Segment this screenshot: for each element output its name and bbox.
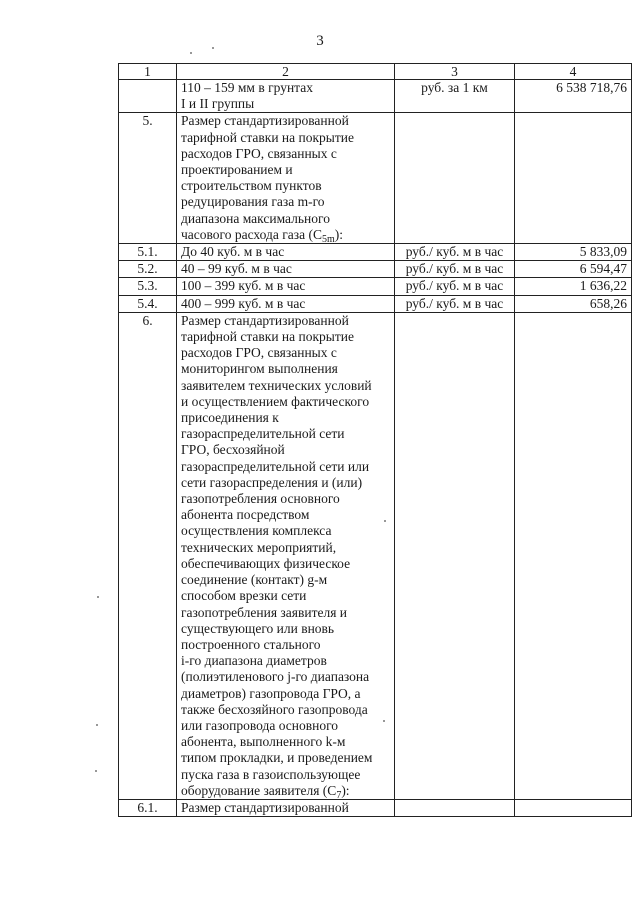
row-number: 6. (119, 312, 177, 799)
row-description: Размер стандартизированной (177, 799, 395, 816)
row-number: 5.1. (119, 244, 177, 261)
description-line: или газопровода основного (181, 717, 339, 733)
description-line: существующего или вновь (181, 620, 335, 636)
row-unit (395, 113, 515, 244)
scan-speck (383, 720, 385, 722)
table-row (119, 799, 632, 816)
row-description (177, 113, 395, 244)
row-value: 6 538 718,76 (515, 80, 632, 113)
description-line: технических мероприятий, (181, 539, 337, 555)
header-col-3: 3 (395, 64, 515, 80)
row-value: 658,26 (515, 295, 632, 312)
scan-speck (212, 47, 214, 49)
description-line: мониторингом выполнения (181, 361, 338, 377)
row-value: 1 636,22 (515, 278, 632, 295)
description-line: расходов ГРО, связанных с (181, 145, 337, 161)
header-col-1: 1 (119, 64, 177, 80)
row-description: 100 – 399 куб. м в час (177, 278, 395, 295)
row-value (515, 113, 632, 244)
header-col-4: 4 (515, 64, 632, 80)
description-line: ГРО, бесхозяйной (181, 442, 285, 458)
description-line: строительством пунктов (181, 178, 322, 194)
row-description: 400 – 999 куб. м в час (177, 295, 395, 312)
description-line: Размер стандартизированной (181, 113, 349, 129)
description-line (181, 783, 390, 799)
table-header-row (119, 64, 632, 80)
row-value (515, 799, 632, 816)
description-line (181, 227, 390, 243)
description-line: диапазона максимального (181, 210, 330, 226)
table-row (119, 244, 632, 261)
description-line: 110 – 159 мм в грунтах (181, 80, 313, 95)
tariff-table (118, 63, 632, 817)
table-row (119, 113, 632, 244)
description-line: (полиэтиленового j-го диапазона (181, 669, 370, 685)
subscript: 7 (336, 789, 342, 801)
description-line: газораспределительной сети или (181, 458, 370, 474)
description-line: построенного стального (181, 636, 321, 652)
description-line: расходов ГРО, связанных с (181, 345, 337, 361)
row-value (515, 312, 632, 799)
description-text: часового расхода газа (C (181, 226, 322, 242)
description-line: заявителем технических условий (181, 377, 372, 393)
scan-speck (190, 52, 192, 54)
scan-speck (97, 596, 99, 598)
description-text: ): (341, 782, 350, 798)
table-row (119, 278, 632, 295)
row-value: 5 833,09 (515, 244, 632, 261)
header-col-2: 2 (177, 64, 395, 80)
row-unit: руб./ куб. м в час (395, 244, 515, 261)
row-number: 5.4. (119, 295, 177, 312)
description-line: I и II группы (181, 96, 255, 112)
row-unit (395, 312, 515, 799)
table-row (119, 295, 632, 312)
description-line: газораспределительной сети (181, 426, 345, 442)
row-unit (395, 799, 515, 816)
row-value: 6 594,47 (515, 261, 632, 278)
description-line: i-го диапазона диаметров (181, 653, 327, 669)
scan-speck (96, 724, 98, 726)
subscript: 5m (322, 233, 335, 245)
row-description (177, 80, 395, 113)
row-unit: руб./ куб. м в час (395, 295, 515, 312)
description-text: ): (334, 226, 344, 242)
description-line: газопотребления основного (181, 491, 340, 507)
table-row (119, 80, 632, 113)
row-description: До 40 куб. м в час (177, 244, 395, 261)
scan-speck (95, 770, 97, 772)
description-line: и осуществлением фактического (181, 393, 370, 409)
description-line: пуска газа в газоиспользующее (181, 766, 361, 782)
description-line: тарифной ставки на покрытие (181, 129, 354, 145)
description-line: редуцирования газа m-го (181, 194, 325, 210)
description-line: газопотребления заявителя и (181, 604, 348, 620)
description-line: обеспечивающих физическое (181, 555, 351, 571)
row-number: 6.1. (119, 799, 177, 816)
description-line: также бесхозяйного газопровода (181, 701, 368, 717)
description-line: типом прокладки, и проведением (181, 750, 373, 766)
table-row (119, 261, 632, 278)
description-text: оборудование заявителя (C (181, 782, 337, 798)
row-number: 5.2. (119, 261, 177, 278)
description-line: способом врезки сети (181, 588, 307, 604)
description-line: сети газораспределения и (или) (181, 474, 363, 490)
description-line: абонента посредством (181, 507, 310, 523)
description-line: тарифной ставки на покрытие (181, 329, 354, 345)
page-number: 3 (316, 33, 324, 49)
description-line: абонента, выполненного k-м (181, 734, 346, 750)
description-line: присоединения к (181, 410, 279, 426)
description-line: проектированием и (181, 162, 293, 178)
row-unit: руб./ куб. м в час (395, 278, 515, 295)
row-unit: руб./ куб. м в час (395, 261, 515, 278)
row-description (177, 312, 395, 799)
description-line: Размер стандартизированной (181, 312, 349, 328)
description-line: осуществления комплекса (181, 523, 332, 539)
row-number (119, 80, 177, 113)
table-row (119, 312, 632, 799)
description-line: диаметров) газопровода ГРО, а (181, 685, 361, 701)
description-line: соединение (контакт) g-м (181, 572, 328, 588)
row-description: 40 – 99 куб. м в час (177, 261, 395, 278)
scan-speck (384, 520, 386, 522)
row-number: 5.3. (119, 278, 177, 295)
row-unit: руб. за 1 км (395, 80, 515, 113)
row-number: 5. (119, 113, 177, 244)
